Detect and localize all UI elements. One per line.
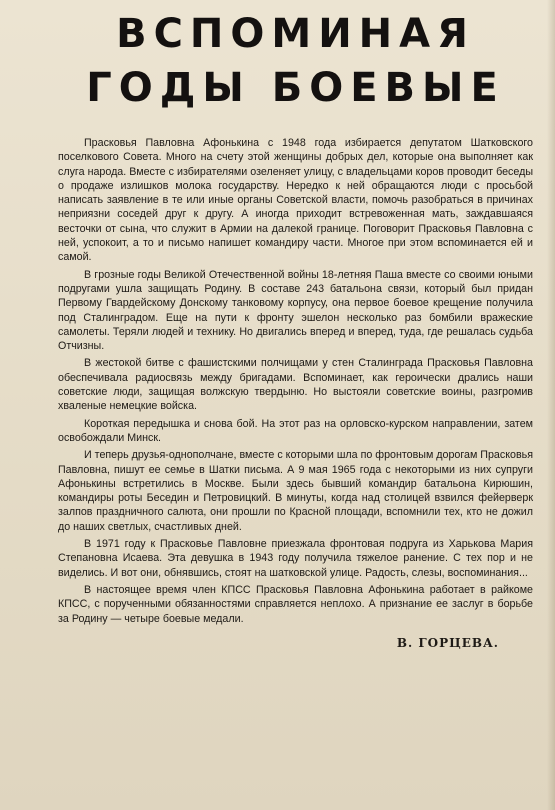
- paragraph-2: В грозные годы Великой Отечественной войны 18-летняя Паша вместе со своими юными подругами ушла защищать Родину. В составе 243 батальона связи, который был придан Первому Гвардейскому Донскому танковому корпусу, она первое боевое крещение получила под Сталинградом. Еще на пути к фронту эшелон несколько раз бомбили вражеские самолеты. Теряли людей и технику. Но двигались вперед и вперед, туда, где решалась судьба Отчизны.: [58, 268, 533, 353]
- paragraph-6: В 1971 году к Прасковье Павловне приезжала фронтовая подруга из Харькова Мария Степановна Исаева. Эта девушка в 1943 году получила тяжелое ранение. С тех пор и не виделись. И вот они, обнявшись, стоят на шатковской улице. Радость, слезы, воспоминания...: [58, 538, 533, 579]
- paragraph-4: Короткая передышка и снова бой. На этот раз на орловско-курском направлении, затем освобождали Минск.: [58, 417, 533, 444]
- paragraph-7: В настоящее время член КПСС Прасковья Павловна Афонькина работает в райкоме КПСС, с порученными обязанностями справляется неплохо. А признание ее заслуг в борьбе за Родину — четыре боевые медали.: [58, 583, 533, 625]
- paragraph-1: Прасковья Павловна Афонькина с 1948 года избирается депутатом Шатковского поселкового Совета. Много на счету этой женщины добрых дел, которые она выполняет как слуга народа. Вместе с избирателями озеленяет улицу, с владельцами коров проводит беседы о продаже излишков молока государству. Нередко к ней обращаются люди с просьбой написать заявление в те или иные органы Советской власти, помочь разобраться в причинах неприязни соседей друг к другу. А иногда приходит встревоженная мать, заждавшаяся весточки от сына, что служит в Армии на далекой границе. Поговорит Прасковья Павловна с ней, успокоит, а то и письмо напишет командиру части. Многое при этом вспоминается ей и самой.: [58, 137, 533, 264]
- author-signature: В. ГОРЦЕВА.: [396, 635, 499, 650]
- paragraph-3: В жестокой битве с фашистскими полчищами у стен Сталинграда Прасковья Павловна обеспечивала радиосвязь между бригадами. Вспоминает, как героически дрались наши советские люди, защищая волжскую твердыню. Но выстояли советские воины, разгромив хваленые немецкие войска.: [58, 357, 533, 413]
- headline-line-1: ВСПОМИНАЯ: [116, 11, 475, 57]
- article-body: [58, 136, 533, 626]
- article-headline: [58, 11, 533, 111]
- headline-line-2: ГОДЫ БОЕВЫЕ: [86, 65, 505, 111]
- paragraph-5: И теперь друзья-однополчане, вместе с которыми шла по фронтовым дорогам Прасковья Павловна, пишут ее семье в Шатки письма. А 9 мая 1965 года с некоторыми из них супруги Афонькины встретились в Москве. Были здесь бывший командир батальона Кирюшин, командиры роты Беседин и Петровицкий. В минуты, когда над столицей взвился фейерверк залпов праздничного салюта, они прошли по Красной площади, вспомнили тех, кто не дожил до наших светлых, счастливых дней.: [58, 449, 533, 533]
